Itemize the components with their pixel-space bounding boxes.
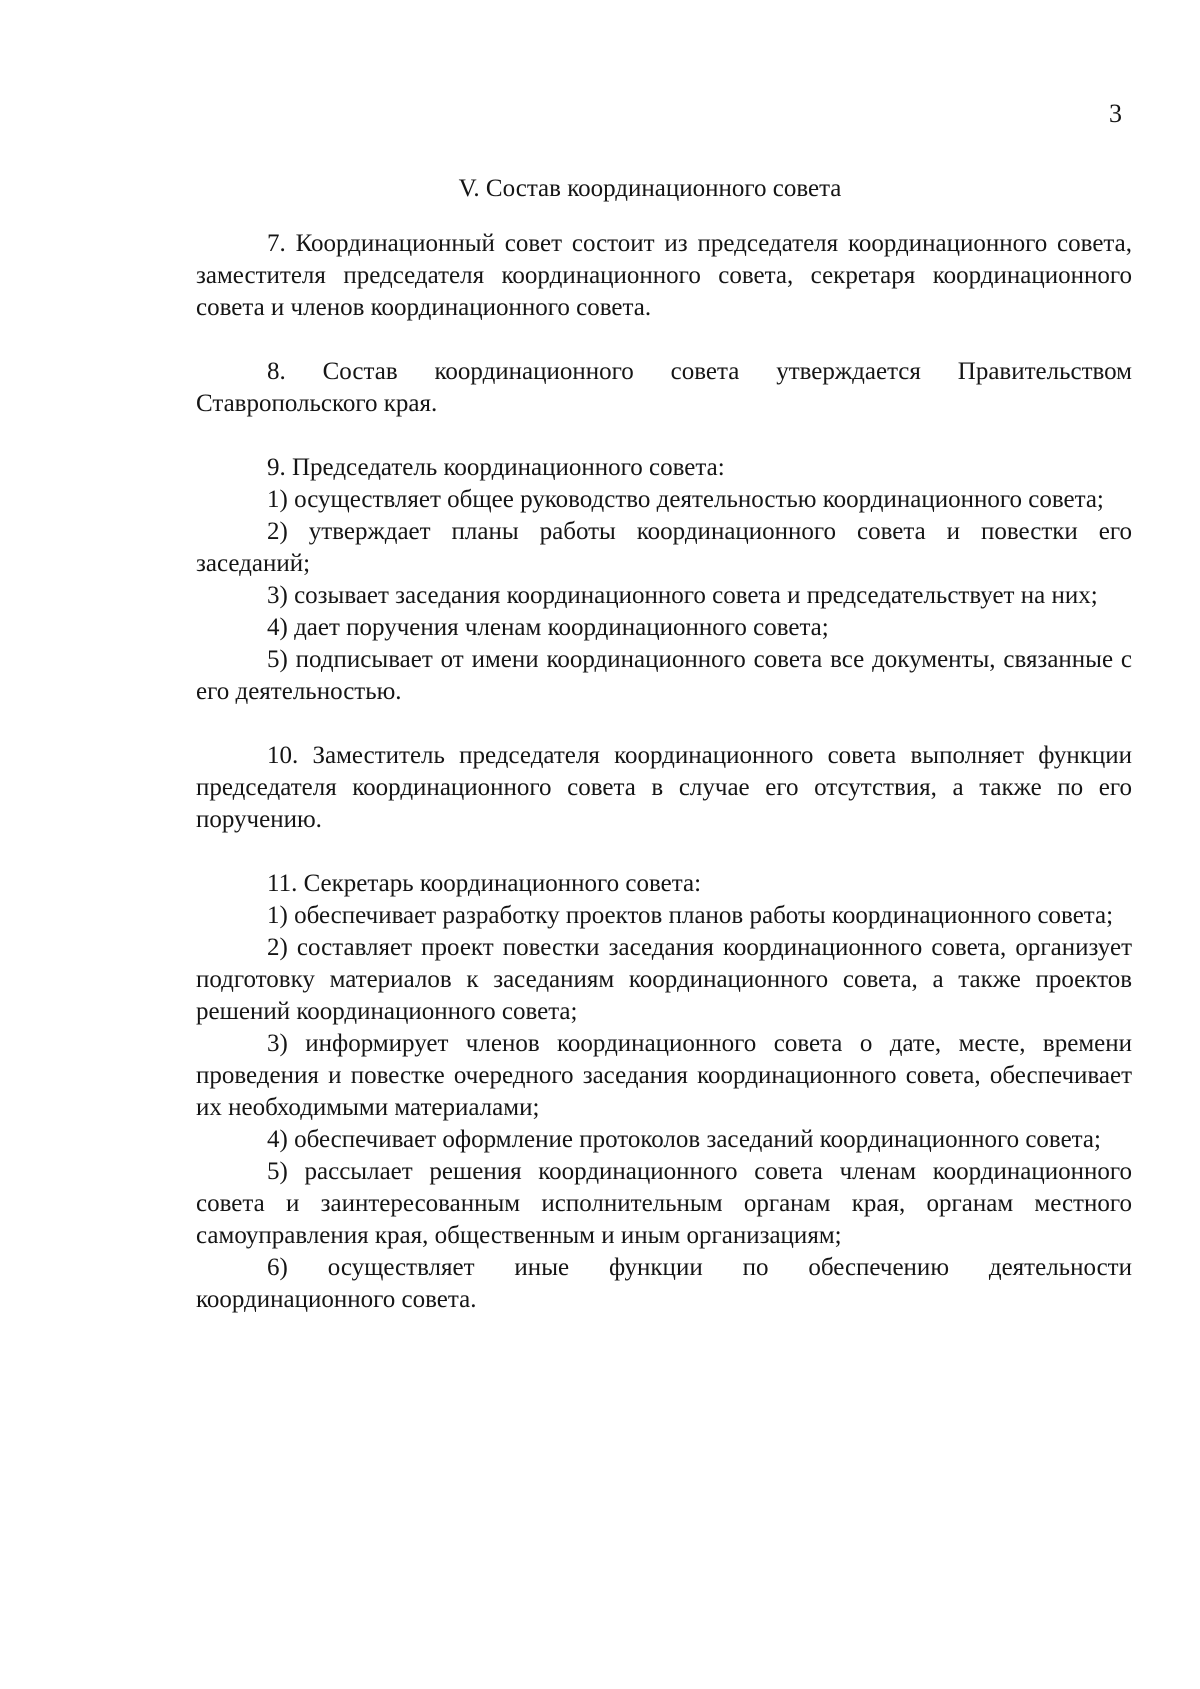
paragraph-8: 8. Состав координационного совета утверждается Правительством Ставропольского края. bbox=[196, 358, 1132, 417]
paragraph-11-item-5: 5) рассылает решения координационного совета членам координационного совета и заинтересованным исполнительным органам края, органам местного самоуправления края, общественным и иным организациям; bbox=[196, 1158, 1132, 1249]
page-number: 3 bbox=[1109, 99, 1122, 128]
paragraph-11-item-1: 1) обеспечивает разработку проектов планов работы координационного совета; bbox=[267, 902, 1114, 929]
paragraph-9-item-4: 4) дает поручения членам координационного совета; bbox=[267, 614, 829, 641]
paragraph-11-item-3: 3) информирует членов координационного совета о дате, месте, времени проведения и повестке очередного заседания координационного совета, обеспечивает их необходимыми материалами; bbox=[196, 1030, 1132, 1121]
paragraph-9-item-5: 5) подписывает от имени координационного совета все документы, связанные с его деятельностью. bbox=[196, 646, 1132, 705]
document-body bbox=[196, 228, 1132, 1316]
paragraph-9-item-1: 1) осуществляет общее руководство деятельностью координационного совета; bbox=[267, 486, 1104, 513]
paragraph-10: 10. Заместитель председателя координационного совета выполняет функции председателя координационного совета в случае его отсутствия, а также по его поручению. bbox=[196, 742, 1132, 833]
section-title: V. Состав координационного совета bbox=[458, 175, 842, 202]
paragraph-11-item-4: 4) обеспечивает оформление протоколов заседаний координационного совета; bbox=[267, 1126, 1101, 1153]
paragraph-11-heading: 11. Секретарь координационного совета: bbox=[267, 870, 702, 897]
paragraph-9-item-2: 2) утверждает планы работы координационного совета и повестки его заседаний; bbox=[196, 518, 1132, 577]
paragraph-7: 7. Координационный совет состоит из председателя координационного совета, заместителя председателя координационного совета, секретаря координационного совета и членов координационного совета. bbox=[196, 230, 1132, 321]
paragraph-11-item-6: 6) осуществляет иные функции по обеспечению деятельности координационного совета. bbox=[196, 1254, 1132, 1313]
paragraph-9-heading: 9. Председатель координационного совета: bbox=[267, 454, 725, 481]
paragraph-9-item-3: 3) созывает заседания координационного совета и председательствует на них; bbox=[267, 582, 1098, 609]
paragraph-11-item-2: 2) составляет проект повестки заседания координационного совета, организует подготовку материалов к заседаниям координационного совета, а также проектов решений координационного совета; bbox=[196, 934, 1132, 1025]
